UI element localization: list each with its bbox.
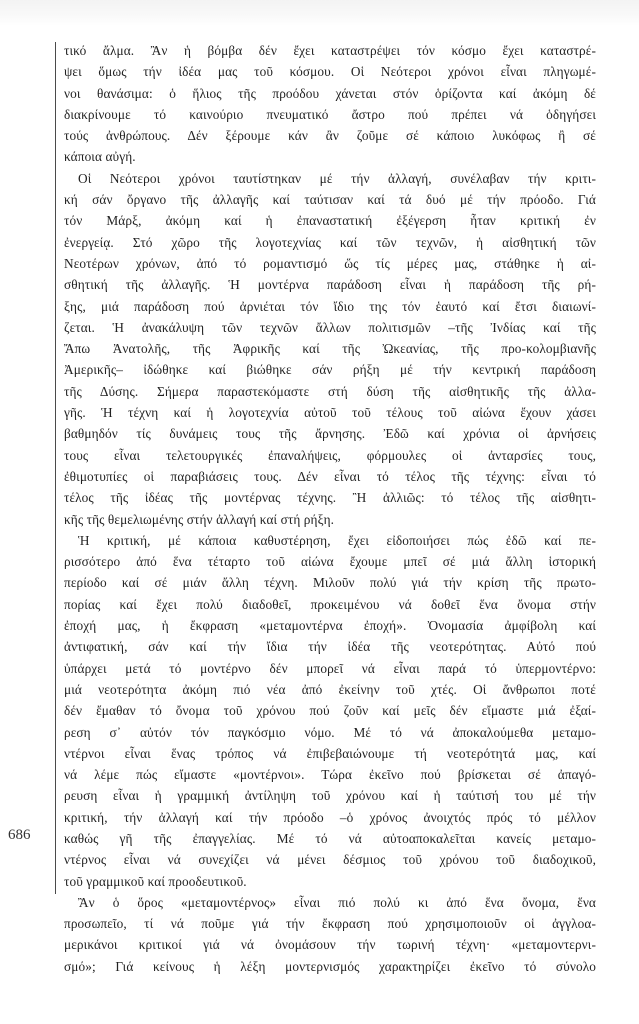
text-line: ζεται. Ἡ ἀνακάλυψη τῶν τεχνῶν ἄλλων πολιτισμῶν –τῆς Ἰνδίας καί τῆς — [64, 319, 596, 335]
text-line: γῆς. Ἡ τέχνη καί ἡ λογοτεχνία αὐτοῦ τοῦ τέλους τοῦ αἰώνα ἔχουν χάσει — [64, 405, 596, 421]
text-line: Ἀμερικῆς– ἰδώθηκε καί βιώθηκε σάν ρήξη μέ τήν κεντρική παράδοση — [64, 362, 596, 378]
text-line: μερικάνοι κριτικοί γιά νά ὀνομάσουν τήν τωρινή τέχνη· «μεταμοντερνι- — [64, 937, 596, 953]
text-line: ἐποχή μας, ἡ ἔκφραση «μεταμοντέρνα ἐποχή». Ὀνομασία ἀμφίβολη καί — [64, 618, 596, 634]
text-line: τέλος τῆς ἰδέας τῆς μοντέρνας τέχνης. Ἢ ἀλλιῶς: τό τέλος τῆς αἰσθητι- — [64, 490, 596, 506]
text-line: κάποια αὐγή. — [64, 149, 136, 165]
text-line: κή σάν ὄργανο τῆς ἀλλαγῆς καί ταύτισαν καί τά δυό μέ τήν πρόοδο. Γιά — [64, 192, 596, 208]
text-line: ρευση εἶναι ἡ γραμμική ἀντίληψη τοῦ χρόνου καί ἡ ταύτισή του μέ τήν — [64, 788, 596, 804]
text-line: ντέρνος εἶναι νά συνεχίζει νά μένει δέσμιος τοῦ χρόνου τοῦ διαδοχικοῦ, — [64, 852, 596, 868]
paragraph-4 — [64, 892, 596, 977]
text-line: ξης, μιά παράδοση πού ἀρνιέται τόν ἴδιο της τόν ἑαυτό καί ἔτσι διαιωνί- — [64, 298, 596, 314]
text-line: Ἡ κριτική, μέ κάποια καθυστέρηση, ἔχει εἰδοποιήσει πώς ἐδῶ καί πε- — [78, 532, 596, 548]
text-line: τόν Μάρξ, ἀκόμη καί ἡ ἐπαναστατική ἐξέγερση ἦταν κριτική ἐν — [64, 213, 596, 229]
text-line: τικό ἄλμα. Ἂν ἡ βόμβα δέν ἔχει καταστρέψει τόν κόσμο ἔχει καταστρέ- — [64, 43, 596, 58]
text-line: νοι θανάσιμα: ὁ ἥλιος τῆς προόδου χάνεται στόν ὁρίζοντα καί ἀκόμη δέ — [64, 85, 596, 101]
text-line: Οἱ Νεότεροι χρόνοι ταυτίστηκαν μέ τήν ἀλλαγή, συνέλαβαν τήν κριτι- — [78, 170, 596, 186]
text-line: προσωπεῖο, τί νά ποῦμε γιά τήν ἔκφραση πού χρησιμοποιοῦν οἱ ἀγγλοα- — [64, 916, 596, 932]
text-line: Ἄπω Ἀνατολῆς, τῆς Ἀφρικῆς καί τῆς Ὠκεανίας, τῆς προ-κολομβιανῆς — [64, 341, 596, 357]
text-line: τοῦ γραμμικοῦ καί προοδευτικοῦ. — [64, 873, 247, 889]
text-line: σμό»; Γιά κείνους ἡ λέξη μοντερνισμός χαρακτηρίζει ἐκεῖνο τό σύνολο — [64, 958, 596, 974]
text-line: μιά νεοτερότητα ἀκόμη πιό νέα ἀπό ἐκείνην τοῦ χτές. Οἱ ἄνθρωποι ποτέ — [64, 681, 596, 697]
text-line: κριτική, τήν ἀλλαγή καί τήν πρόοδο –ὁ χρόνος ἀνοιχτός πρός τό μέλλον — [64, 809, 596, 825]
text-line: περίοδο καί σέ μιάν ἄλλη τέχνη. Μιλοῦν πολύ γιά τήν κρίση τῆς πρωτο- — [64, 575, 596, 591]
text-line: ἀντιφατική, σάν καί τήν ἴδια τήν ἰδέα τῆς νεοτερότητας. Αὐτό πού — [64, 639, 596, 655]
text-line: δέν ἔμαθαν τό ὄνομα τοῦ χρόνου πού ζοῦν καί μεῖς δέν εἴμαστε μιά ἐξαί- — [64, 703, 596, 719]
text-line: ρεση σ᾽ αὐτόν τόν παγκόσμιο νόμο. Μέ τό νά ἀποκαλούμεθα μεταμο- — [64, 724, 596, 740]
paragraph-3 — [64, 530, 596, 892]
body-text — [64, 40, 596, 977]
text-line: ρισσότερο ἀπό ἕνα τέταρτο τοῦ αἰώνα ἔχουμε μπεῖ σέ μιά ἄλλη ἱστορική — [64, 554, 596, 570]
text-line: σθητική τῆς ἀλλαγῆς. Ἡ μοντέρνα παράδοση εἶναι ἡ παράδοση τῆς ρή- — [64, 277, 596, 293]
text-line: πορίας καί ἔχει πολύ διαδοθεῖ, προκειμένου νά δοθεῖ ἕνα ὄνομα στήν — [64, 596, 596, 612]
text-line: ἐθιμοτυπίες οἱ παραβιάσεις τους. Δέν εἶναι τό τέλος τῆς τέχνης: εἶναι τό — [64, 468, 596, 484]
text-line: ψει ὅμως τήν ἰδέα μας τοῦ κόσμου. Οἱ Νεότεροι χρόνοι εἶναι πληγωμέ- — [64, 64, 596, 80]
text-line: ὑπάρχει μετά τό μοντέρνο δέν μπορεῖ νά εἶναι παρά τό ὑπερμοντέρνο: — [64, 660, 596, 676]
text-line: τῆς Δύσης. Σήμερα παραστεκόμαστε στή δύση τῆς αἰσθητικῆς τῆς ἀλλα- — [64, 383, 596, 399]
left-margin-rule — [55, 42, 56, 894]
text-line: Νεοτέρων χρόνων, ἀπό τό ρομαντισμό ὥς τίς μέρες μας, στάθηκε ἡ αἰ- — [64, 255, 596, 271]
text-line: ντέρνοι εἶναι ἕνας τρόπος νά ἐπιβεβαιώνουμε τή νεοτερότητά μας, καί — [64, 745, 596, 761]
text-line: καθώς γῆ τῆς ἐπαγγελίας. Μέ τό νά αὐτοαποκαλεῖται κανείς μεταμο- — [64, 830, 596, 846]
text-line: τους εἶναι τελετουργικές ἐπαναλήψεις, φόρμουλες οἱ ἀνταρσίες τους, — [64, 447, 596, 463]
text-line: νά λέμε πώς εἴμαστε «μοντέρνοι». Τώρα ἐκεῖνο πού βρίσκεται σέ ἀπαγό- — [64, 767, 596, 783]
text-line: Ἂν ὁ ὅρος «μεταμοντέρνος» εἶναι πιό πολύ κι ἀπό ἕνα ὄνομα, ἕνα — [78, 894, 596, 910]
paragraph-2 — [64, 168, 596, 530]
text-line: κῆς τῆς θεμελιωμένης στήν ἀλλαγή καί στή ρήξη. — [64, 511, 335, 527]
top-scan-band — [0, 0, 639, 26]
text-line: ἐνεργείᾳ. Στό χῶρο τῆς λογοτεχνίας καί τῶν τεχνῶν, ἡ αἰσθητική τῶν — [64, 234, 596, 250]
text-line: τούς ἀνθρώπους. Δέν ξέρουμε κάν ἂν ζοῦμε σέ κάποιο λυκόφως ἢ σέ — [64, 128, 596, 144]
text-line: διακρίνουμε τό καινούριο πνευματικό ἄστρο πού πρέπει νά ὁδηγήσει — [64, 106, 596, 122]
paragraph-1 — [64, 40, 596, 168]
page-number: 686 — [8, 827, 31, 843]
text-line: βαθμηδόν τίς δυνάμεις τους τῆς ἄρνησης. Ἐδῶ καί χρόνια οἱ ἀρνήσεις — [64, 426, 596, 442]
